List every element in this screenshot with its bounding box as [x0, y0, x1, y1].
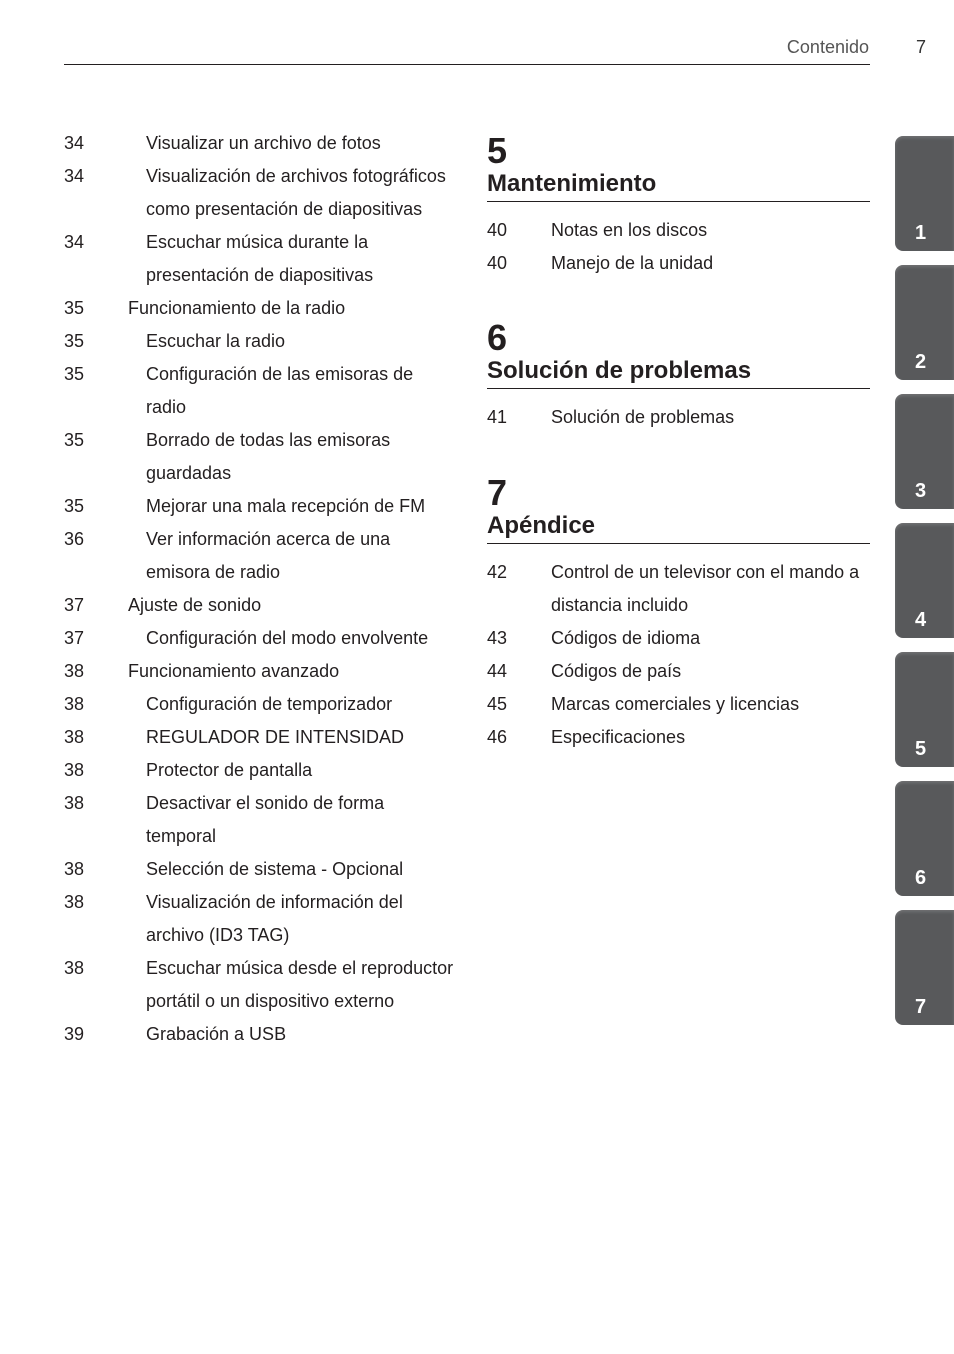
toc-entry[interactable]	[487, 655, 870, 688]
chapter-number: 7	[487, 472, 508, 513]
toc-entry[interactable]	[64, 160, 454, 226]
toc-entry[interactable]	[64, 127, 454, 160]
toc-entry-page: 41	[487, 407, 508, 427]
toc-entry-page: 36	[64, 529, 85, 549]
toc-entry-page: 34	[64, 166, 85, 186]
toc-entry-title: Visualización de archivos fotográficos como presentación de diapositivas	[146, 166, 446, 219]
toc-entry-page: 38	[64, 859, 85, 879]
toc-entry-title: Desactivar el sonido de forma temporal	[146, 793, 385, 846]
toc-entry-title: Configuración de las emisoras de radio	[146, 364, 414, 417]
toc-entry-title: Escuchar música durante la presentación de diapositivas	[146, 232, 374, 285]
header-divider	[64, 64, 870, 65]
toc-entry[interactable]	[64, 952, 454, 1018]
toc-entry[interactable]	[64, 754, 454, 787]
toc-entry-title: Ajuste de sonido	[128, 595, 262, 615]
toc-entry-page: 39	[64, 1024, 85, 1044]
toc-entry-title: Códigos de país	[551, 661, 682, 681]
toc-entry[interactable]	[64, 589, 454, 622]
toc-entry-page: 38	[64, 661, 85, 681]
toc-entry[interactable]	[64, 325, 454, 358]
toc-entry-page: 40	[487, 253, 508, 273]
toc-entry-page: 38	[64, 694, 85, 714]
chapter-title[interactable]: Solución de problemas	[487, 356, 870, 389]
toc-entry[interactable]	[64, 490, 454, 523]
toc-entry[interactable]	[64, 523, 454, 589]
toc-entry[interactable]	[64, 886, 454, 952]
chapter-tab-label: 2	[914, 351, 927, 373]
toc-entry-title: Funcionamiento avanzado	[128, 661, 340, 681]
chapter-title[interactable]: Mantenimiento	[487, 169, 870, 202]
toc-entry-page: 34	[64, 133, 85, 153]
toc-entry-page: 42	[487, 562, 508, 582]
toc-entry[interactable]	[64, 655, 454, 688]
toc-entry-page: 35	[64, 496, 85, 516]
chapter-tab-6[interactable]	[895, 781, 954, 896]
chapter-tab-label: 7	[914, 996, 927, 1018]
chapter-tab-4[interactable]	[895, 523, 954, 638]
toc-entry[interactable]	[64, 853, 454, 886]
toc-entry-title: Visualizar un archivo de fotos	[146, 133, 381, 153]
toc-entry[interactable]	[487, 721, 870, 754]
chapter-tab-5[interactable]	[895, 652, 954, 767]
toc-entry[interactable]	[64, 226, 454, 292]
toc-entry-page: 38	[64, 892, 85, 912]
chapter-tab-label: 6	[914, 867, 927, 889]
toc-entry[interactable]	[487, 622, 870, 655]
toc-entry-page: 40	[487, 220, 508, 240]
toc-entry-page: 35	[64, 430, 85, 450]
toc-entry-title: Control de un televisor con el mando a distancia incluido	[551, 562, 860, 615]
toc-entry-page: 43	[487, 628, 508, 648]
toc-entry-page: 46	[487, 727, 508, 747]
toc-entry[interactable]	[487, 214, 870, 247]
chapter-section	[487, 472, 870, 754]
toc-entry-title: Configuración del modo envolvente	[146, 628, 429, 648]
chapter-number: 6	[487, 317, 508, 358]
toc-entry[interactable]	[64, 424, 454, 490]
chapter-title[interactable]: Apéndice	[487, 511, 870, 544]
header-page-number: 7	[916, 37, 927, 57]
toc-entry-title: Especificaciones	[551, 727, 686, 747]
header-section-label: Contenido	[786, 37, 869, 57]
toc-entry-title: Solución de problemas	[551, 407, 735, 427]
chapter-tab-label: 1	[914, 222, 927, 244]
chapter-entries	[487, 556, 870, 754]
toc-entry-page: 38	[64, 958, 85, 978]
chapter-section	[487, 130, 870, 280]
toc-entry[interactable]	[64, 1018, 454, 1051]
toc-entry-title: Configuración de temporizador	[146, 694, 393, 714]
chapter-tab-label: 3	[914, 480, 927, 502]
chapter-tab-2[interactable]	[895, 265, 954, 380]
toc-entry-page: 38	[64, 760, 85, 780]
chapter-tab-7[interactable]	[895, 910, 954, 1025]
toc-left-column	[64, 127, 454, 1051]
chapter-entries	[487, 401, 870, 434]
toc-entry-title: Manejo de la unidad	[551, 253, 714, 273]
chapter-entries	[487, 214, 870, 280]
toc-entry[interactable]	[64, 787, 454, 853]
toc-entry-page: 38	[64, 793, 85, 813]
toc-entry-title: REGULADOR DE INTENSIDAD	[146, 727, 405, 747]
toc-entry-page: 44	[487, 661, 508, 681]
chapter-tab-1[interactable]	[895, 136, 954, 251]
toc-entry-title: Códigos de idioma	[551, 628, 701, 648]
toc-entry[interactable]	[487, 556, 870, 622]
toc-entry[interactable]	[64, 358, 454, 424]
toc-entry-page: 35	[64, 298, 85, 318]
toc-entry-title: Funcionamiento de la radio	[128, 298, 346, 318]
chapter-tab-label: 4	[914, 609, 927, 631]
toc-entry[interactable]	[487, 688, 870, 721]
toc-entry[interactable]	[64, 688, 454, 721]
toc-entry[interactable]	[487, 247, 870, 280]
toc-entry-title: Selección de sistema - Opcional	[146, 859, 404, 879]
toc-entry-title: Ver información acerca de una emisora de radio	[146, 529, 391, 582]
toc-entry[interactable]	[64, 622, 454, 655]
toc-entry[interactable]	[64, 292, 454, 325]
chapter-section	[487, 317, 870, 434]
toc-entry-title: Escuchar la radio	[146, 331, 286, 351]
toc-entry-page: 38	[64, 727, 85, 747]
toc-entry-page: 34	[64, 232, 85, 252]
toc-entry-title: Grabación a USB	[146, 1024, 287, 1044]
toc-entry-title: Marcas comerciales y licencias	[551, 694, 800, 714]
chapter-tab-label: 5	[914, 738, 927, 760]
chapter-tab-3[interactable]	[895, 394, 954, 509]
toc-entry-title: Visualización de información del archivo (ID3 TAG)	[146, 892, 403, 945]
toc-entry-page: 35	[64, 331, 85, 351]
toc-entry[interactable]	[487, 401, 870, 434]
toc-entry-page: 37	[64, 595, 85, 615]
toc-entry-title: Borrado de todas las emisoras guardadas	[146, 430, 391, 483]
toc-entry-title: Notas en los discos	[551, 220, 708, 240]
toc-entry-title: Protector de pantalla	[146, 760, 313, 780]
toc-entry-page: 45	[487, 694, 508, 714]
toc-entry[interactable]	[64, 721, 454, 754]
toc-entry-title: Mejorar una mala recepción de FM	[146, 496, 426, 516]
toc-entry-page: 35	[64, 364, 85, 384]
chapter-number: 5	[487, 130, 508, 171]
toc-entry-title: Escuchar música desde el reproductor portátil o un dispositivo externo	[146, 958, 454, 1011]
toc-entry-page: 37	[64, 628, 85, 648]
